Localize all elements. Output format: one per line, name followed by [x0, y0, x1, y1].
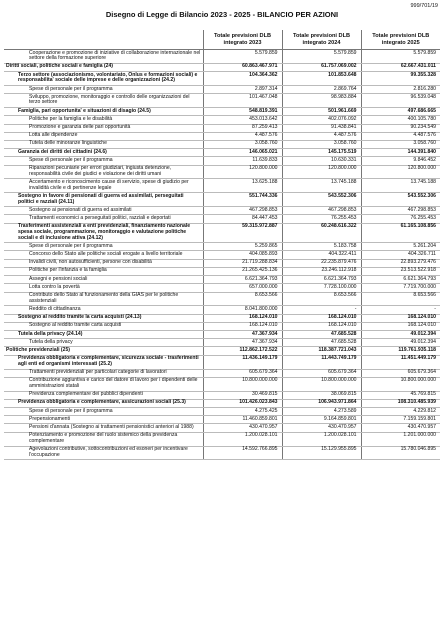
- value-2023: 11.436.149.179: [203, 355, 282, 369]
- value-2023: 453.013.642: [203, 116, 282, 124]
- value-2025: 9.846.452: [361, 157, 440, 165]
- value-2023: 21.719.288.834: [203, 259, 282, 267]
- row-label: Assegni e pensioni sociali: [4, 276, 203, 284]
- value-2025: 497.686.665: [361, 108, 440, 116]
- table-row: [4, 72, 440, 86]
- value-2023: 5.259.865: [203, 243, 282, 251]
- value-2023: 21.265.425.136: [203, 267, 282, 275]
- table-body: [4, 50, 440, 460]
- value-2024: 7.728.100.000: [282, 284, 361, 292]
- value-2024: 106.943.971.864: [282, 399, 361, 407]
- table-row: [4, 416, 440, 424]
- value-2024: 10.630.331: [282, 157, 361, 165]
- value-2024: 3.058.760: [282, 140, 361, 148]
- row-label: Contribuzione aggiuntiva e carico del datore di lavoro per i dipendenti delle amministrazioni statali: [4, 377, 203, 391]
- value-2024: 543.552.306: [282, 193, 361, 207]
- value-2024: 47.685.528: [282, 331, 361, 339]
- value-2023: 8.041.800.000: [203, 306, 282, 314]
- value-2025: 10.800.000.000: [361, 377, 440, 391]
- row-label: Concorso dello Stato alle politiche sociali erogate a livello territoriale: [4, 251, 203, 259]
- value-2025: 62.667.431.011: [361, 63, 440, 71]
- row-label: Diritti sociali, politiche sociali e famiglia (24): [4, 63, 203, 71]
- value-2024: 467.298.853: [282, 207, 361, 215]
- value-2024: 168.124.010: [282, 314, 361, 322]
- value-2023: 4.487.576: [203, 132, 282, 140]
- table-row: [4, 355, 440, 369]
- row-label: Trasferimenti assistenziali a enti previdenziali, finanziamento nazionale spesa sociale, programmazione, monitoraggio e valutazione politiche sociali e di inclusione attiva (24.12): [4, 223, 203, 243]
- row-label: Spese di personale per il programma: [4, 408, 203, 416]
- row-label: Pensioni d'annata (Sostegno ai trattamenti pensionistici anteriori al 1988): [4, 424, 203, 432]
- column-header-2025: Totale previsioni DLB integrato 2025: [361, 30, 440, 50]
- value-2023: 404.085.893: [203, 251, 282, 259]
- value-2025: -: [361, 306, 440, 314]
- value-2023: 11.639.833: [203, 157, 282, 165]
- value-2024: 402.076.092: [282, 116, 361, 124]
- row-label: Sostegno ai pensionati di guerra ed assimilati: [4, 207, 203, 215]
- value-2025: 49.012.394: [361, 331, 440, 339]
- value-2025: 8.653.566: [361, 292, 440, 306]
- header-label-column: [4, 30, 203, 50]
- table-row: [4, 94, 440, 108]
- table-row: [4, 207, 440, 215]
- value-2025: 430.470.957: [361, 424, 440, 432]
- value-2025: 404.326.711: [361, 251, 440, 259]
- value-2024: 9.164.859.801: [282, 416, 361, 424]
- table-row: [4, 116, 440, 124]
- row-label: Sviluppo, promozione, monitoraggio e controllo delle organizzazioni del terzo settore: [4, 94, 203, 108]
- value-2025: 108.310.485.939: [361, 399, 440, 407]
- value-2023: 3.058.760: [203, 140, 282, 148]
- value-2025: 49.012.394: [361, 339, 440, 347]
- value-2023: 47.367.934: [203, 339, 282, 347]
- table-row: [4, 446, 440, 460]
- value-2023: 11.460.859.801: [203, 416, 282, 424]
- row-label: Sostegno al reddito tramite la carta acquisti (24.13): [4, 314, 203, 322]
- row-label: Spese di personale per il programma: [4, 86, 203, 94]
- row-label: Sostegno in favore di pensionati di guerra ed assimilati, perseguitati politici e razziali (24.11): [4, 193, 203, 207]
- value-2024: 8.653.566: [282, 292, 361, 306]
- value-2023: 112.862.172.522: [203, 347, 282, 355]
- value-2023: 84.447.453: [203, 215, 282, 223]
- value-2023: 146.065.021: [203, 149, 282, 157]
- value-2023: 60.863.467.971: [203, 63, 282, 71]
- table-row: [4, 322, 440, 330]
- table-row: [4, 165, 440, 179]
- row-label: Previdenza complementare dei pubblici dipendenti: [4, 391, 203, 399]
- value-2024: 13.745.188: [282, 179, 361, 193]
- table-row: [4, 292, 440, 306]
- value-2023: 657.000.000: [203, 284, 282, 292]
- row-label: Spese di personale per il programma: [4, 243, 203, 251]
- value-2023: 59.315.972.887: [203, 223, 282, 243]
- value-2025: 90.234.549: [361, 124, 440, 132]
- value-2025: 11.451.449.179: [361, 355, 440, 369]
- value-2023: 430.470.957: [203, 424, 282, 432]
- table-row: [4, 399, 440, 407]
- value-2023: 8.653.566: [203, 292, 282, 306]
- row-label: Potenziamento e promozione del ruolo sistemico della previdenza complementare: [4, 432, 203, 446]
- column-header-2024: Totale previsioni DLB integrato 2024: [282, 30, 361, 50]
- row-label: Spese di personale per il programma: [4, 157, 203, 165]
- value-2025: 4.229.812: [361, 408, 440, 416]
- row-label: Lotta contro la povertà: [4, 284, 203, 292]
- value-2024: 501.961.669: [282, 108, 361, 116]
- table-row: [4, 215, 440, 223]
- value-2025: 6.621.364.793: [361, 276, 440, 284]
- table-row: [4, 63, 440, 71]
- row-label: Politiche per la famiglia e le disabilità: [4, 116, 203, 124]
- value-2023: 467.298.853: [203, 207, 282, 215]
- value-2023: 168.124.010: [203, 314, 282, 322]
- value-2025: 13.745.188: [361, 179, 440, 193]
- value-2025: 45.769.815: [361, 391, 440, 399]
- value-2023: 30.469.815: [203, 391, 282, 399]
- table-row: [4, 432, 440, 446]
- value-2025: 168.124.010: [361, 322, 440, 330]
- table-row: [4, 408, 440, 416]
- value-2024: 61.757.069.002: [282, 63, 361, 71]
- table-row: [4, 108, 440, 116]
- value-2023: 120.800.000: [203, 165, 282, 179]
- table-row: [4, 306, 440, 314]
- value-2025: 22.893.279.476: [361, 259, 440, 267]
- value-2023: 551.744.336: [203, 193, 282, 207]
- row-label: Prepensionamenti: [4, 416, 203, 424]
- value-2023: 104.364.362: [203, 72, 282, 86]
- table-row: [4, 391, 440, 399]
- row-label: Tutela della privacy: [4, 339, 203, 347]
- row-label: Invalidi civili, non autosufficienti, persone con disabilità: [4, 259, 203, 267]
- value-2023: 14.592.766.895: [203, 446, 282, 460]
- table-row: [4, 124, 440, 132]
- row-label: Garanzia dei diritti dei cittadini (24.6): [4, 149, 203, 157]
- value-2024: 4.487.576: [282, 132, 361, 140]
- value-2024: 15.129.955.895: [282, 446, 361, 460]
- value-2025: 400.105.780: [361, 116, 440, 124]
- value-2025: 76.255.453: [361, 215, 440, 223]
- value-2025: 3.058.760: [361, 140, 440, 148]
- value-2025: 7.719.700.000: [361, 284, 440, 292]
- table-row: [4, 157, 440, 165]
- table-row: [4, 132, 440, 140]
- table-row: [4, 377, 440, 391]
- value-2024: 23.246.112.918: [282, 267, 361, 275]
- budget-table: [4, 30, 440, 460]
- table-row: [4, 149, 440, 157]
- value-2023: 13.625.188: [203, 179, 282, 193]
- value-2025: 5.579.859: [361, 50, 440, 64]
- row-label: Tutela delle minoranze linguistiche: [4, 140, 203, 148]
- value-2024: 404.322.411: [282, 251, 361, 259]
- table-row: [4, 243, 440, 251]
- column-header-2023: Totale previsioni DLB integrato 2023: [203, 30, 282, 50]
- table-row: [4, 193, 440, 207]
- table-row: [4, 276, 440, 284]
- value-2023: 6.621.364.793: [203, 276, 282, 284]
- value-2025: 605.679.364: [361, 369, 440, 377]
- table-row: [4, 339, 440, 347]
- value-2024: 168.124.010: [282, 322, 361, 330]
- value-2024: 605.679.364: [282, 369, 361, 377]
- value-2023: 4.275.425: [203, 408, 282, 416]
- value-2024: 60.248.616.322: [282, 223, 361, 243]
- value-2024: 1.200.028.101: [282, 432, 361, 446]
- value-2023: 1.200.028.101: [203, 432, 282, 446]
- value-2025: 15.780.046.895: [361, 446, 440, 460]
- row-label: Famiglia, pari opportunita' e situazioni di disagio (24.5): [4, 108, 203, 116]
- value-2025: 1.201.000.000: [361, 432, 440, 446]
- value-2024: 22.235.879.476: [282, 259, 361, 267]
- page-title: Disegno di Legge di Bilancio 2023 - 2025 - BILANCIO PER AZIONI: [105, 10, 339, 19]
- table-row: [4, 259, 440, 267]
- row-label: Terzo settore (associazionismo, volontariato, Onlus e formazioni sociali) e responsabilita' sociale delle imprese e delle organizzazioni (24.2): [4, 72, 203, 86]
- value-2024: 10.800.000.000: [282, 377, 361, 391]
- table-row: [4, 347, 440, 355]
- value-2023: 168.124.010: [203, 322, 282, 330]
- row-label: Politiche previdenziali (25): [4, 347, 203, 355]
- table-row: [4, 179, 440, 193]
- value-2023: 605.679.364: [203, 369, 282, 377]
- row-label: Accertamento e riconoscimento cause di servizio, spese di giudizio per invalidità civile e di pertinenze legale: [4, 179, 203, 193]
- table-row: [4, 267, 440, 275]
- row-label: Politiche per l'infanzia e la famiglia: [4, 267, 203, 275]
- row-label: Reddito di cittadinanza: [4, 306, 203, 314]
- value-2025: 144.391.840: [361, 149, 440, 157]
- table-row: [4, 369, 440, 377]
- document-code: 999/701/19: [410, 3, 438, 9]
- table-row: [4, 331, 440, 339]
- table-row: [4, 314, 440, 322]
- row-label: Promozione e garanzia delle pari opportunità: [4, 124, 203, 132]
- value-2023: 101.467.048: [203, 94, 282, 108]
- table-row: [4, 424, 440, 432]
- value-2025: 7.159.159.801: [361, 416, 440, 424]
- row-label: Tutela della privacy (24.14): [4, 331, 203, 339]
- table-row: [4, 86, 440, 94]
- value-2024: 47.685.528: [282, 339, 361, 347]
- value-2023: 87.259.413: [203, 124, 282, 132]
- value-2024: 76.255.453: [282, 215, 361, 223]
- row-label: Cooperazione e promozione di iniziative di collaborazione internazionale nel settore della formazione superiore: [4, 50, 203, 64]
- value-2025: 23.513.522.918: [361, 267, 440, 275]
- value-2024: 91.438.841: [282, 124, 361, 132]
- value-2024: 101.853.648: [282, 72, 361, 86]
- value-2024: 145.175.519: [282, 149, 361, 157]
- value-2024: 4.273.589: [282, 408, 361, 416]
- value-2025: 99.355.328: [361, 72, 440, 86]
- value-2023: 2.897.314: [203, 86, 282, 94]
- value-2023: 10.800.000.000: [203, 377, 282, 391]
- table-row: [4, 284, 440, 292]
- value-2025: 543.552.306: [361, 193, 440, 207]
- table-row: [4, 140, 440, 148]
- value-2024: 5.183.758: [282, 243, 361, 251]
- value-2023: 47.367.934: [203, 331, 282, 339]
- row-label: Lotta alle dipendenze: [4, 132, 203, 140]
- value-2025: 120.800.000: [361, 165, 440, 179]
- value-2024: 118.387.721.043: [282, 347, 361, 355]
- value-2024: 120.800.000: [282, 165, 361, 179]
- value-2024: 2.869.764: [282, 86, 361, 94]
- table-row: [4, 50, 440, 64]
- value-2024: 98.983.884: [282, 94, 361, 108]
- value-2023: 101.426.023.843: [203, 399, 282, 407]
- value-2024: 430.470.957: [282, 424, 361, 432]
- value-2025: 5.261.204: [361, 243, 440, 251]
- value-2025: 119.761.935.118: [361, 347, 440, 355]
- value-2025: 168.124.010: [361, 314, 440, 322]
- row-label: Trattamenti economici a perseguitati politici, razziali e deportati: [4, 215, 203, 223]
- table-row: [4, 251, 440, 259]
- row-label: Contributo dello Stato al funzionamento della GIAS per le politiche assistenziali: [4, 292, 203, 306]
- table-header: [4, 30, 440, 50]
- row-label: Riparazioni pecuniarie per errori giudiziari, ingiusta detenzione, responsabilità civile dei giudici e violazione dei diritti umani: [4, 165, 203, 179]
- row-label: Previdenza obbligatoria e complementare, sicurezza sociale - trasferimenti agli enti ed organismi interessati (25.2): [4, 355, 203, 369]
- row-label: Sostegno al reddito tramite carta acquisti: [4, 322, 203, 330]
- table-row: [4, 223, 440, 243]
- value-2024: 11.443.749.179: [282, 355, 361, 369]
- value-2024: -: [282, 306, 361, 314]
- value-2025: 96.539.048: [361, 94, 440, 108]
- value-2025: 2.816.280: [361, 86, 440, 94]
- row-label: Trattamenti previdenziali per particolari categorie di lavoratori: [4, 369, 203, 377]
- budget-table-container: [4, 30, 440, 460]
- value-2025: 467.298.853: [361, 207, 440, 215]
- value-2023: 548.819.391: [203, 108, 282, 116]
- row-label: Agevolazioni contributive, sottocontribuzioni ed esoneri per incentivare l'occupazione: [4, 446, 203, 460]
- value-2023: 5.579.859: [203, 50, 282, 64]
- value-2024: 5.579.859: [282, 50, 361, 64]
- value-2025: 4.487.576: [361, 132, 440, 140]
- value-2025: 61.165.108.856: [361, 223, 440, 243]
- value-2024: 6.621.364.793: [282, 276, 361, 284]
- row-label: Previdenza obbligatoria e complementare, assicurazioni sociali (25.3): [4, 399, 203, 407]
- value-2024: 38.069.815: [282, 391, 361, 399]
